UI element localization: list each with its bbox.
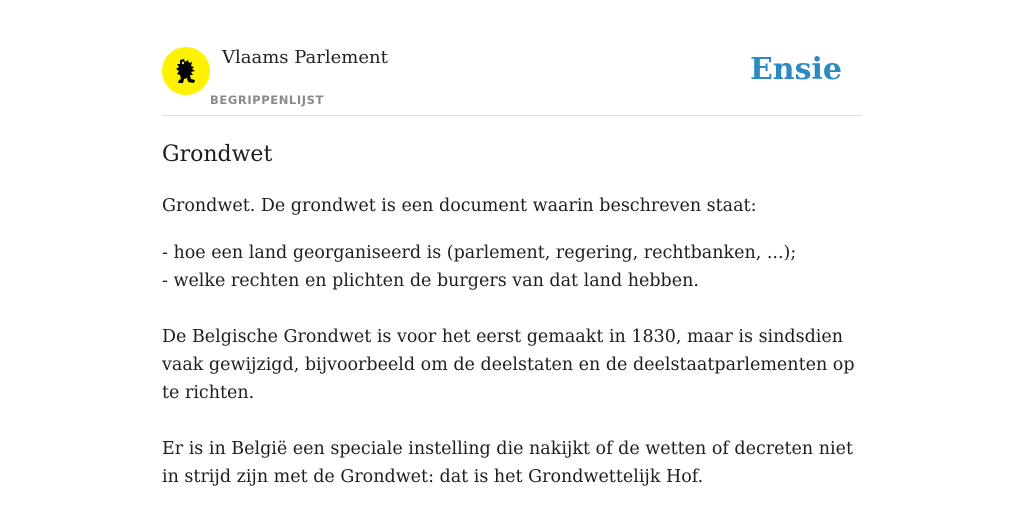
organization-name[interactable]: Vlaams Parlement (222, 47, 388, 68)
page-title: Grondwet (162, 142, 273, 167)
flemish-lion-icon (171, 56, 201, 86)
brand-logo[interactable]: Ensie (749, 52, 842, 87)
category-label[interactable]: BEGRIPPENLIJST (210, 93, 324, 107)
court-paragraph: Er is in België een speciale instelling die nakijkt of de wetten of decreten niet in strijd zijn met de Grondwet: dat is het Grondwettelijk Hof. (162, 439, 853, 487)
vlaams-parlement-logo[interactable] (162, 47, 210, 95)
history-paragraph: De Belgische Grondwet is voor het eerst gemaakt in 1830, maar is sindsdien vaak gewijzigd, bijvoorbeeld om de deelstaten en de deelstaatparlementen op te richten. (162, 327, 855, 403)
list-item: - welke rechten en plichten de burgers van dat land hebben. (162, 271, 699, 291)
page (162, 0, 862, 512)
bullet-list (162, 239, 862, 295)
list-item: - hoe een land georganiseerd is (parlement, regering, rechtbanken, ...); (162, 243, 797, 263)
header (162, 0, 862, 116)
article-body (162, 192, 862, 510)
intro-paragraph: Grondwet. De grondwet is een document waarin beschreven staat: (162, 196, 757, 216)
